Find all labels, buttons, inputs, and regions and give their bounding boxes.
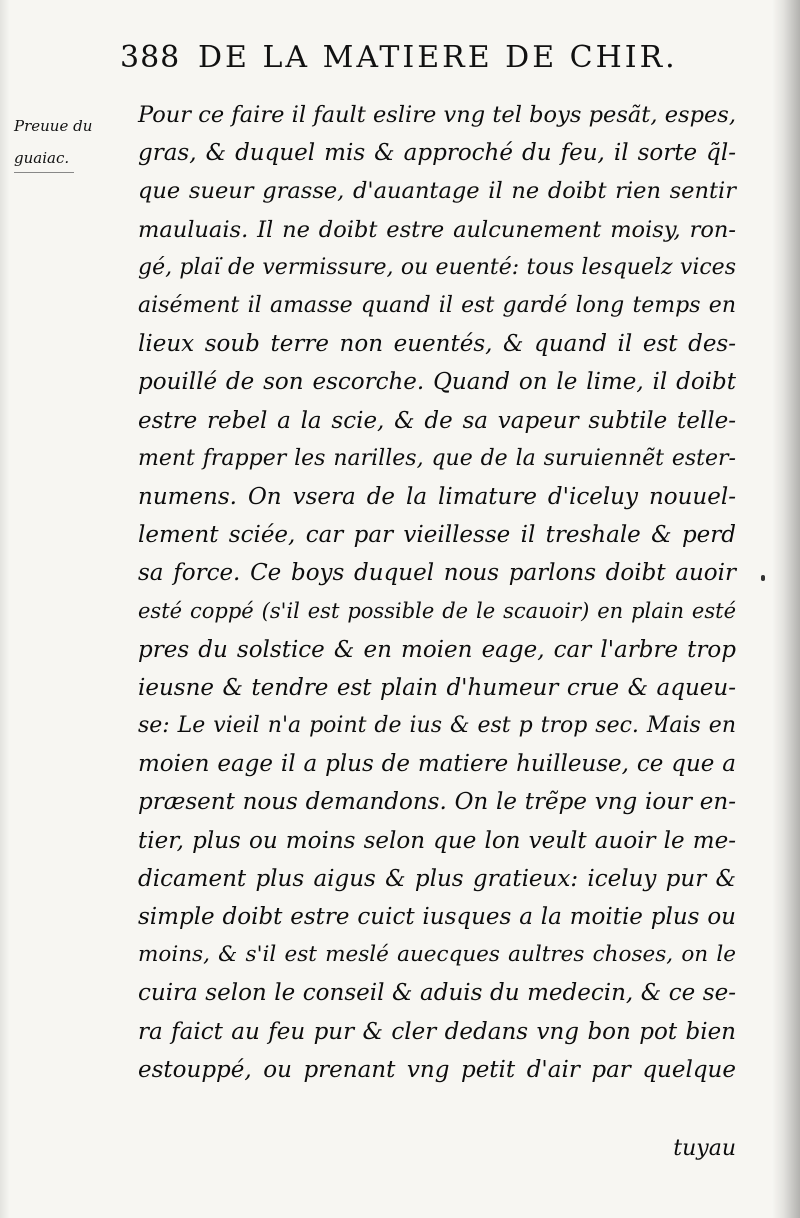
text-line: aisément il amasse quand il est gardé long temps en [138, 292, 736, 318]
text-line: dicament plus aigus & plus gratieux: iceluy pur & [138, 865, 736, 892]
text-line: ra faict au feu pur & cler dedans vng bon pot bien [138, 1018, 736, 1045]
body-text [138, 96, 736, 1089]
text-line: gé, plaï de vermissure, ou euenté: tous lesquelz vices [138, 254, 736, 280]
text-line: Pour ce faire il fault eslire vng tel boys pesãt, espes, [138, 102, 736, 128]
marginal-note-line-2: guaiac. [14, 149, 70, 167]
page-header [120, 40, 740, 86]
text-line: mauluais. Il ne doibt estre aulcunement moisy, ron- [138, 216, 736, 243]
text-line: esté coppé (s'il est possible de le scauoir) en plain esté [138, 599, 736, 624]
text-line: sa force. Ce boys duquel nous parlons doibt auoir [138, 560, 736, 587]
text-line: ment frapper les narilles, que de la suruiennẽt ester- [138, 445, 736, 471]
ink-speck [761, 575, 765, 581]
text-line: moins, & s'il est meslé auecques aultres choses, on le [138, 942, 736, 968]
text-line: simple doibt estre cuict iusques a la moitie plus ou [138, 903, 736, 930]
text-line: pres du solstice & en moien eage, car l'arbre trop [138, 636, 736, 663]
text-line: tier, plus ou moins selon que lon veult auoir le me- [138, 827, 736, 854]
text-line: pouillé de son escorche. Quand on le lime, il doibt [138, 369, 736, 396]
text-line: estre rebel a la scie, & de sa vapeur subtile telle- [138, 407, 736, 434]
page-edge-shadow [772, 0, 800, 1218]
text-line: præsent nous demandons. On le trẽpe vng iour en- [138, 789, 736, 816]
text-line: estouppé, ou prenant vng petit d'air par quelque [138, 1056, 736, 1083]
text-line: gras, & duquel mis & approché du feu, il sorte q̃l- [138, 140, 736, 167]
page-number: 388 [120, 40, 181, 75]
text-line: numens. On vsera de la limature d'iceluy nouuel- [138, 483, 736, 510]
text-line: moien eage il a plus de matiere huilleuse, ce que a [138, 751, 736, 778]
text-line: ieusne & tendre est plain d'humeur crue & aqueu- [138, 674, 736, 701]
catchword: tuyau [673, 1136, 736, 1161]
running-title: DE LA MATIERE DE CHIR. [198, 40, 678, 75]
text-line: cuira selon le conseil & aduis du medecin, & ce se- [138, 980, 736, 1007]
text-line: lement sciée, car par vieillesse il treshale & perd [138, 522, 736, 549]
text-line: se: Le vieil n'a point de ius & est p trop sec. Mais en [138, 713, 736, 738]
page-gutter-shadow [0, 0, 10, 1218]
text-line: que sueur grasse, d'auantage il ne doibt rien sentir [138, 178, 736, 205]
text-line: lieux soub terre non euentés, & quand il est des- [138, 331, 736, 358]
marginal-note-line-1: Preuue du [14, 117, 93, 135]
marginal-note [14, 110, 119, 173]
